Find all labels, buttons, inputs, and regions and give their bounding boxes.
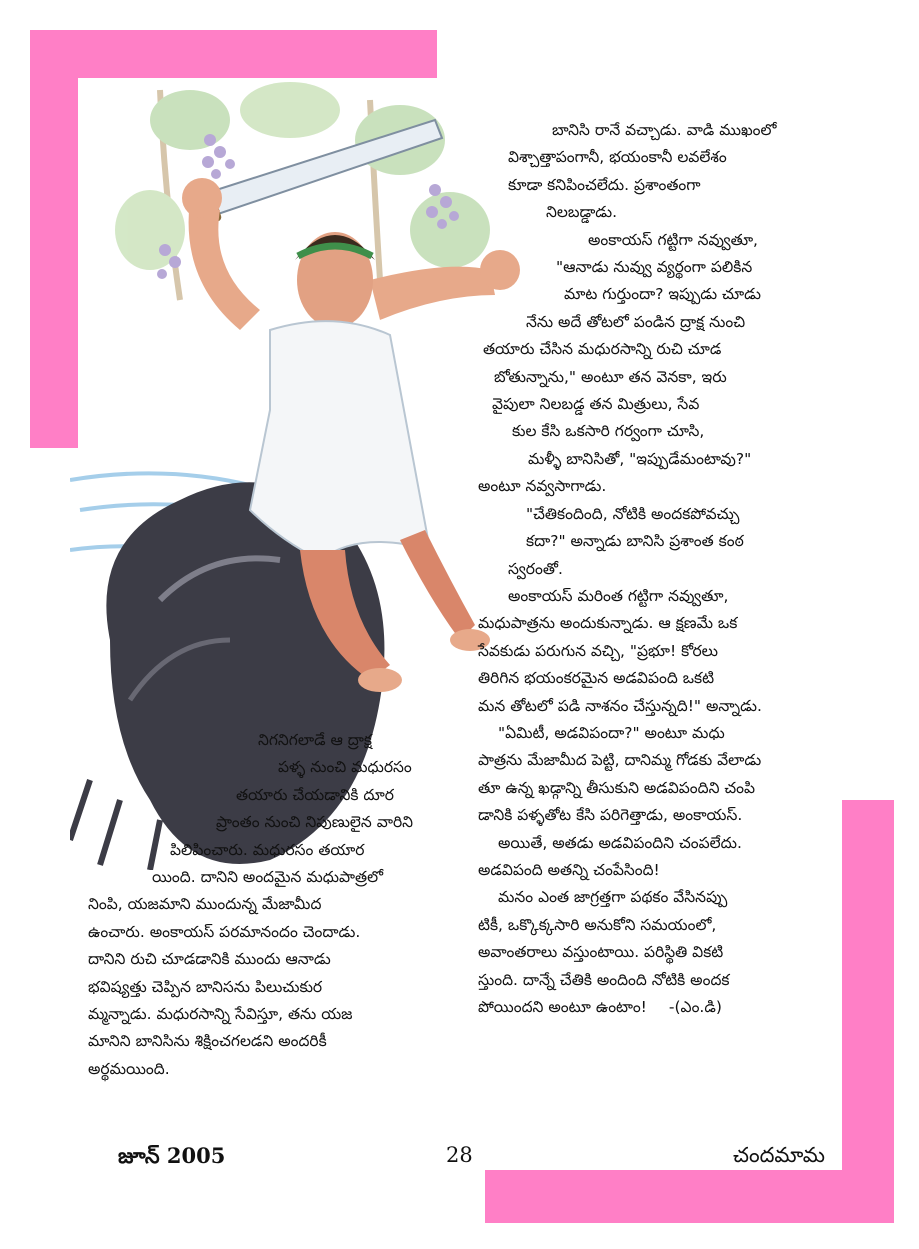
story-line: మాట గుర్తుందా? ఇప్పుడు చూడు	[564, 285, 761, 304]
story-line: నిలబడ్డాడు.	[546, 203, 618, 222]
story-line: అడవిపంది అతన్ని చంపేసింది!	[478, 860, 660, 879]
story-line: తయారు చేయడానికి దూర	[236, 785, 394, 804]
story-line: పిలిపించారు. మధురసం తయార	[170, 840, 365, 859]
story-line: దానిని రుచి చూడడానికి ముందు ఆనాడు	[88, 950, 331, 969]
story-signature: -(ఎం.డి)	[668, 998, 722, 1016]
story-line: డానికి పళ్ళతోట కేసి పరిగెత్తాడు, అంకాయస్.	[478, 806, 743, 825]
story-line: సేవకుడు పరుగున వచ్చి, "ప్రభూ! కోరలు	[478, 641, 719, 660]
story-line: తిరిగిన భయంకరమైన అడవిపంది ఒకటి	[478, 669, 715, 688]
story-line: మనం ఎంత జాగ్రత్తగా పథకం వేసినప్పు	[498, 888, 728, 907]
story-line: అంటూ నవ్వసాగాడు.	[478, 477, 607, 496]
story-line: విశ్చాత్తాపంగానీ, భయంకానీ లవలేశం	[508, 148, 727, 167]
story-line: అవాంతరాలు వస్తుంటాయి. పరిస్థితి వికటి	[478, 943, 724, 962]
story-line: "ఏమిటీ, అడవిపందా?" అంటూ మధు	[498, 723, 725, 742]
story-line: మానిని బానిసిను శిక్షించగలడని అందరికీ	[88, 1032, 327, 1051]
story-line: "ఆనాడు నువ్వు వ్యర్థంగా పలికిన	[556, 258, 753, 277]
story-line-text: పోయిందని అంటూ ఉంటాం!	[478, 998, 647, 1016]
story-line: అంకాయస్ గట్టిగా నవ్వుతూ,	[588, 230, 758, 249]
story-line: నింపి, యజమాని ముందున్న మేజామీద	[88, 895, 322, 914]
story-line: పళ్ళ నుంచి మధురసం	[278, 758, 412, 777]
story-line: ఉంచారు. అంకాయస్ పరమానందం చెందాడు.	[88, 922, 361, 941]
story-line: పాత్రను మేజామీద పెట్టి, దానిమ్మ గోడకు వేలాడు	[478, 751, 762, 770]
story-line: మధుపాత్రను అందుకున్నాడు. ఆ క్షణమే ఒక	[478, 614, 738, 633]
story-line: తూ ఉన్న ఖడ్గాన్ని తీసుకుని అడవిపందిని చంపి	[478, 778, 756, 797]
story-line: కుల కేసి ఒకసారి గర్వంగా చూసి,	[512, 422, 705, 441]
story-text-right-column	[478, 117, 848, 1021]
story-line: అంకాయస్ మరింత గట్టిగా నవ్వుతూ,	[508, 586, 729, 605]
story-line: యింది. దానిని అందమైన మధుపాత్రలో	[152, 868, 384, 887]
story-line: ప్రాంతం నుంచి నిపుణులైన వారిని	[216, 813, 414, 832]
story-line: భవిష్యత్తు చెప్పిన బానిసను పిలుచుకుర	[88, 977, 323, 996]
page-number: 28	[446, 1143, 473, 1167]
story-line: స్తుంది. దాన్నే చేతికి అందింది నోటికి అందక	[478, 970, 730, 989]
story-line: నిగనిగలాడే ఆ ద్రాక్ష	[258, 731, 372, 749]
story-line: అయితే, అతడు అడవిపందిని చంపలేదు.	[498, 833, 742, 852]
story-line: వైపులా నిలబడ్డ తన మిత్రులు, సేవ	[492, 395, 700, 414]
story-line	[478, 994, 848, 1021]
story-line: అర్థమయింది.	[88, 1059, 170, 1078]
story-line: "చేతికందింది, నోటికి అందకపోవచ్చు	[526, 504, 740, 523]
pink-frame-top	[30, 30, 437, 78]
story-line: కదా?" అన్నాడు బానిసి ప్రశాంత కంఠ	[526, 532, 744, 551]
story-line: బోతున్నాను," అంటూ తన వెనకా, ఇరు	[494, 367, 727, 386]
story-line: టికీ, ఒక్కొక్కసారి అనుకోని సమయంలో,	[478, 915, 717, 934]
story-line: నేను అదే తోటలో పండిన ద్రాక్ష నుంచి	[526, 312, 746, 331]
magazine-name: చందమామ	[733, 1143, 825, 1167]
story-line: మ్మన్నాడు. మధురసాన్ని సేవిస్తూ, తను యజ	[88, 1005, 353, 1024]
pink-frame-bottom	[485, 1170, 894, 1223]
story-line: తయారు చేసిన మధురసాన్ని రుచి చూడ	[483, 340, 722, 359]
story-line: మన తోటలో పడి నాశనం చేస్తున్నది!" అన్నాడు.	[478, 696, 762, 715]
story-text-left-column	[88, 727, 478, 1083]
story-line: స్వరంతో.	[508, 559, 563, 578]
story-line: బానిసి రానే వచ్చాడు. వాడి ముఖంలో	[552, 121, 777, 139]
story-line: మళ్ళీ బానిసితో, "ఇప్పుడేమంటావు?"	[528, 449, 752, 468]
story-line: కూడా కనిపించలేదు. ప్రశాంతంగా	[508, 175, 701, 194]
pink-frame-right	[842, 800, 894, 1223]
issue-date: జూన్ 2005	[118, 1143, 226, 1168]
